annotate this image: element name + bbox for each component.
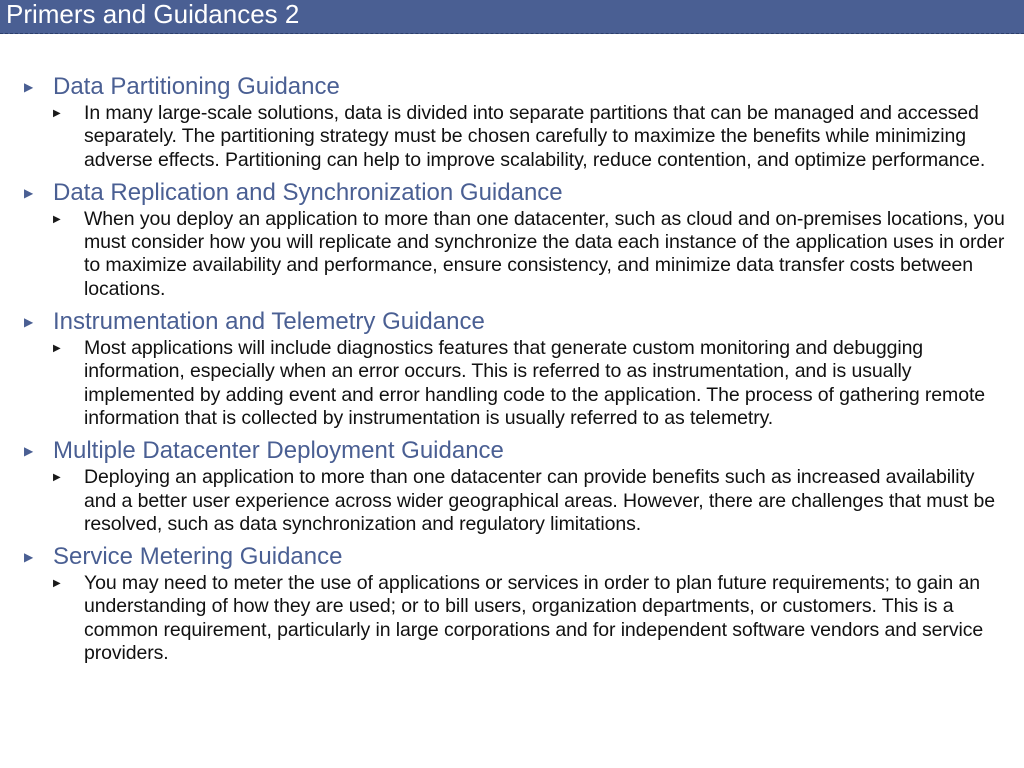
section-body: Deploying an application to more than one datacenter can provide benefits such as increased availability and a better user experience across wider geographical areas. However, there are challenges that must be resolved, such as data synchronization and regulatory limitations. (84, 466, 995, 535)
triangle-bullet-icon: ▶ (24, 185, 34, 200)
title-bar (0, 0, 1024, 34)
triangle-bullet-icon: ▶ (53, 213, 61, 225)
section-multiple-datacenter (22, 436, 1012, 536)
section-heading: Data Partitioning Guidance (53, 73, 340, 100)
section-heading: Data Replication and Synchronization Guidance (53, 178, 563, 206)
section-data-partitioning (22, 72, 1012, 172)
triangle-bullet-icon: ▶ (24, 315, 34, 330)
triangle-bullet-icon: ▶ (53, 343, 61, 355)
section-body: You may need to meter the use of applications or services in order to plan future requirements; to gain an understanding of how they are used; or to bill users, organization departments, or customers. This is a common requirement, particularly in large corporations and for independent software vendors and service providers. (84, 572, 984, 665)
triangle-bullet-icon: ▶ (24, 550, 34, 565)
section-body: When you deploy an application to more than one datacenter, such as cloud and on-premises locations, you must consider how you will replicate and synchronize the data each instance of the application uses in order to maximize availability and performance, ensure consistency, and minimize data transfer costs between locations. (84, 207, 1005, 300)
section-heading: Instrumentation and Telemetry Guidance (53, 308, 485, 336)
section-body: In many large-scale solutions, data is divided into separate partitions that can be managed and accessed separately. The partitioning strategy must be chosen carefully to maximize the benefits while minimizing adverse effects. Partitioning can help to improve scalability, reduce contention, and optimize performance. (84, 102, 986, 171)
section-body: Most applications will include diagnostics features that generate custom monitoring and debugging information, especially when an error occurs. This is referred to as instrumentation, and is usually implemented by adding event and error handling code to the application. The process of gathering remote information that is collected by instrumentation is usually referred to as telemetry. (84, 337, 986, 429)
triangle-bullet-icon: ▶ (24, 80, 34, 94)
section-service-metering (22, 542, 1012, 665)
section-heading: Multiple Datacenter Deployment Guidance (53, 437, 504, 465)
triangle-bullet-icon: ▶ (53, 578, 61, 590)
bullet-list (22, 70, 1012, 671)
triangle-bullet-icon: ▶ (53, 472, 61, 484)
triangle-bullet-icon: ▶ (53, 108, 61, 119)
section-heading: Service Metering Guidance (53, 543, 343, 571)
slide-title: Primers and Guidances 2 (6, 0, 300, 29)
triangle-bullet-icon: ▶ (24, 444, 34, 459)
section-data-replication (22, 178, 1012, 301)
section-instrumentation (22, 307, 1012, 430)
